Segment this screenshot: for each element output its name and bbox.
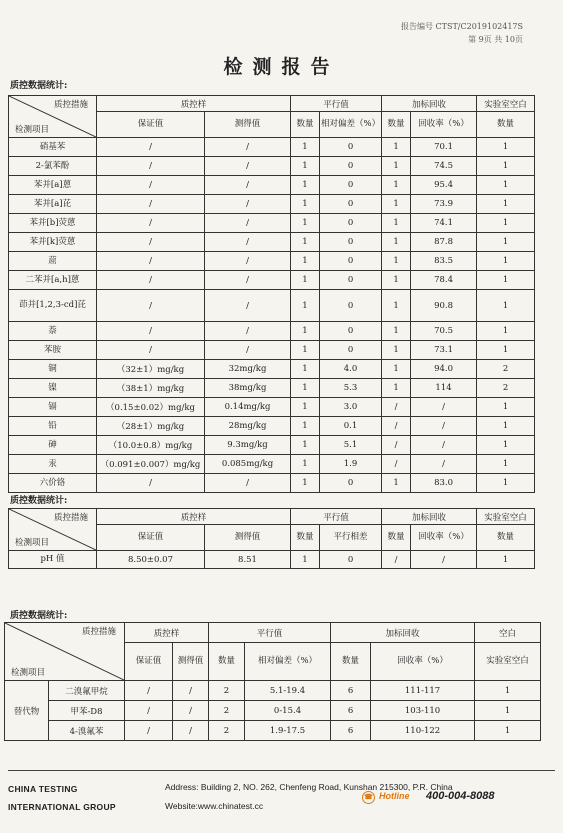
value-cell: / bbox=[97, 271, 205, 290]
value-cell: 1 bbox=[291, 474, 320, 493]
value-cell: / bbox=[411, 551, 477, 569]
table-row bbox=[9, 290, 535, 322]
value-cell: / bbox=[205, 138, 291, 157]
table-row bbox=[9, 341, 535, 360]
value-cell: 1 bbox=[291, 551, 320, 569]
value-cell: / bbox=[382, 417, 411, 436]
column-header: 保证值 bbox=[97, 525, 205, 551]
value-cell: / bbox=[205, 252, 291, 271]
value-cell: 1.9 bbox=[320, 455, 382, 474]
group-label-cell: 替代物 bbox=[5, 681, 49, 741]
value-cell: 4.0 bbox=[320, 360, 382, 379]
item-name-cell: pH 值 bbox=[9, 551, 97, 569]
table-row bbox=[9, 233, 535, 252]
value-cell: 110-122 bbox=[371, 721, 475, 741]
value-cell: 1 bbox=[477, 233, 535, 252]
value-cell: / bbox=[97, 195, 205, 214]
table-row bbox=[9, 398, 535, 417]
value-cell: 1 bbox=[291, 455, 320, 474]
table-row bbox=[9, 322, 535, 341]
column-header: 数量 bbox=[382, 112, 411, 138]
value-cell: / bbox=[205, 157, 291, 176]
value-cell: 0.085mg/kg bbox=[205, 455, 291, 474]
address-text: Address: Building 2, NO. 262, Chenfeng Road, Kunshan 215300, P.R. China bbox=[165, 782, 453, 792]
value-cell: 1 bbox=[291, 195, 320, 214]
value-cell: 2 bbox=[209, 681, 245, 701]
value-cell: / bbox=[97, 138, 205, 157]
diag-header-top: 质控措施 bbox=[53, 513, 88, 523]
value-cell: 1 bbox=[382, 474, 411, 493]
column-header: 相对偏差（%） bbox=[245, 643, 331, 681]
item-name-cell: 二溴氟甲烷 bbox=[49, 681, 125, 701]
section-title-3: 质控数据统计: bbox=[10, 611, 68, 621]
item-name-cell: 砷 bbox=[9, 436, 97, 455]
table-row bbox=[9, 379, 535, 398]
value-cell: 73.1 bbox=[411, 341, 477, 360]
item-name-cell: 铜 bbox=[9, 360, 97, 379]
column-header: 保证值 bbox=[125, 643, 173, 681]
column-header: 数量 bbox=[382, 525, 411, 551]
value-cell: 1 bbox=[382, 341, 411, 360]
value-cell: 1 bbox=[382, 157, 411, 176]
value-cell: / bbox=[97, 233, 205, 252]
value-cell: / bbox=[97, 214, 205, 233]
item-name-cell: 硝基苯 bbox=[9, 138, 97, 157]
value-cell: 70.1 bbox=[411, 138, 477, 157]
value-cell: / bbox=[411, 455, 477, 474]
value-cell: 1 bbox=[382, 360, 411, 379]
item-name-cell: 汞 bbox=[9, 455, 97, 474]
value-cell: / bbox=[205, 322, 291, 341]
item-name-cell: 苯并[k]荧蒽 bbox=[9, 233, 97, 252]
value-cell: / bbox=[125, 681, 173, 701]
value-cell: / bbox=[205, 233, 291, 252]
value-cell: （10.0±0.8）mg/kg bbox=[97, 436, 205, 455]
table-row bbox=[9, 252, 535, 271]
value-cell: 0.1 bbox=[320, 417, 382, 436]
table-row bbox=[9, 455, 535, 474]
item-name-cell: 镉 bbox=[9, 398, 97, 417]
value-cell: 0 bbox=[320, 290, 382, 322]
column-header: 测得值 bbox=[173, 643, 209, 681]
value-cell: 103-110 bbox=[371, 701, 475, 721]
value-cell: / bbox=[125, 701, 173, 721]
header-row-groups bbox=[5, 623, 541, 643]
value-cell: 87.8 bbox=[411, 233, 477, 252]
value-cell: 1 bbox=[382, 322, 411, 341]
section-title-1: 质控数据统计: bbox=[10, 81, 68, 91]
value-cell: 0 bbox=[320, 195, 382, 214]
value-cell: 1 bbox=[382, 176, 411, 195]
column-header: 数量 bbox=[291, 525, 320, 551]
value-cell: 0.14mg/kg bbox=[205, 398, 291, 417]
value-cell: 1 bbox=[291, 379, 320, 398]
value-cell: 0 bbox=[320, 233, 382, 252]
table-row bbox=[9, 474, 535, 493]
item-name-cell: 䓛 bbox=[9, 252, 97, 271]
value-cell: 1 bbox=[382, 290, 411, 322]
value-cell: 1 bbox=[382, 214, 411, 233]
table-row bbox=[9, 195, 535, 214]
diag-header-bottom: 检测项目 bbox=[11, 668, 46, 678]
table-row bbox=[5, 721, 541, 741]
hotline-label: Hotline bbox=[379, 791, 410, 801]
value-cell: 1 bbox=[291, 138, 320, 157]
item-name-cell: 2-氯苯酚 bbox=[9, 157, 97, 176]
value-cell: 1 bbox=[291, 360, 320, 379]
company-logo bbox=[8, 780, 116, 816]
value-cell: 5.1 bbox=[320, 436, 382, 455]
value-cell: 0 bbox=[320, 157, 382, 176]
section-title-2: 质控数据统计: bbox=[10, 496, 68, 506]
value-cell: 2 bbox=[477, 379, 535, 398]
page-number: 第 9页 共 10页 bbox=[468, 35, 523, 44]
item-name-cell: 苯并[a]蒽 bbox=[9, 176, 97, 195]
value-cell: / bbox=[173, 721, 209, 741]
column-header: 测得值 bbox=[205, 525, 291, 551]
diagonal-header-cell bbox=[9, 96, 97, 138]
value-cell: 1 bbox=[477, 157, 535, 176]
value-cell: 8.50±0.07 bbox=[97, 551, 205, 569]
group-header: 空白 bbox=[475, 623, 541, 643]
value-cell: 9.3mg/kg bbox=[205, 436, 291, 455]
value-cell: 74.5 bbox=[411, 157, 477, 176]
item-name-cell: 六价铬 bbox=[9, 474, 97, 493]
value-cell: 1 bbox=[382, 233, 411, 252]
table-row bbox=[9, 176, 535, 195]
value-cell: 0 bbox=[320, 341, 382, 360]
value-cell: / bbox=[382, 551, 411, 569]
value-cell: 1 bbox=[291, 322, 320, 341]
value-cell: 1 bbox=[291, 398, 320, 417]
value-cell: 1 bbox=[477, 322, 535, 341]
value-cell: 1 bbox=[382, 271, 411, 290]
diag-header-bottom: 检测项目 bbox=[15, 538, 50, 548]
value-cell: 1 bbox=[291, 157, 320, 176]
value-cell: 1 bbox=[382, 138, 411, 157]
value-cell: 1 bbox=[291, 252, 320, 271]
value-cell: 1 bbox=[477, 436, 535, 455]
value-cell: / bbox=[97, 252, 205, 271]
value-cell: 95.4 bbox=[411, 176, 477, 195]
footer-divider bbox=[8, 770, 555, 771]
group-header: 实验室空白 bbox=[477, 509, 535, 525]
value-cell: 0 bbox=[320, 322, 382, 341]
value-cell: 6 bbox=[331, 681, 371, 701]
value-cell: 1.9-17.5 bbox=[245, 721, 331, 741]
logo-line-1: CHINA TESTING bbox=[8, 784, 78, 794]
header-row-groups bbox=[9, 96, 535, 112]
column-header: 回收率（%） bbox=[411, 525, 477, 551]
value-cell: / bbox=[382, 436, 411, 455]
value-cell: （38±1）mg/kg bbox=[97, 379, 205, 398]
value-cell: （28±1）mg/kg bbox=[97, 417, 205, 436]
value-cell: 1 bbox=[382, 379, 411, 398]
value-cell: 73.9 bbox=[411, 195, 477, 214]
value-cell: 32mg/kg bbox=[205, 360, 291, 379]
group-header: 质控样 bbox=[97, 96, 291, 112]
hotline-block bbox=[362, 788, 552, 808]
item-name-cell: 茚并[1,2,3-cd]芘 bbox=[9, 290, 97, 322]
column-header: 实验室空白 bbox=[475, 643, 541, 681]
table-row bbox=[9, 157, 535, 176]
value-cell: 2 bbox=[209, 721, 245, 741]
value-cell: 1 bbox=[291, 233, 320, 252]
value-cell: 5.3 bbox=[320, 379, 382, 398]
value-cell: 3.0 bbox=[320, 398, 382, 417]
value-cell: 1 bbox=[477, 455, 535, 474]
value-cell: / bbox=[97, 474, 205, 493]
value-cell: / bbox=[97, 341, 205, 360]
item-name-cell: 铅 bbox=[9, 417, 97, 436]
diag-header-top: 质控措施 bbox=[81, 627, 116, 637]
column-header: 相对偏差（%） bbox=[320, 112, 382, 138]
value-cell: （32±1）mg/kg bbox=[97, 360, 205, 379]
diag-header-bottom: 检测项目 bbox=[15, 125, 50, 135]
value-cell: 0 bbox=[320, 271, 382, 290]
value-cell: 1 bbox=[477, 417, 535, 436]
diag-header-top: 质控措施 bbox=[53, 100, 88, 110]
value-cell: 2 bbox=[477, 360, 535, 379]
value-cell: 1 bbox=[291, 176, 320, 195]
column-header: 数量 bbox=[477, 112, 535, 138]
table-row bbox=[9, 214, 535, 233]
table-row bbox=[9, 436, 535, 455]
value-cell: / bbox=[411, 417, 477, 436]
value-cell: 74.1 bbox=[411, 214, 477, 233]
value-cell: 1 bbox=[477, 474, 535, 493]
value-cell: / bbox=[173, 701, 209, 721]
value-cell: 1 bbox=[382, 252, 411, 271]
value-cell: / bbox=[205, 214, 291, 233]
table-row bbox=[9, 138, 535, 157]
value-cell: 0 bbox=[320, 138, 382, 157]
table-row bbox=[9, 271, 535, 290]
value-cell: / bbox=[97, 176, 205, 195]
value-cell: 1 bbox=[475, 701, 541, 721]
value-cell: 38mg/kg bbox=[205, 379, 291, 398]
value-cell: 111-117 bbox=[371, 681, 475, 701]
column-header: 回收率（%） bbox=[371, 643, 475, 681]
column-header: 数量 bbox=[291, 112, 320, 138]
value-cell: 28mg/kg bbox=[205, 417, 291, 436]
value-cell: / bbox=[205, 290, 291, 322]
value-cell: 1 bbox=[477, 341, 535, 360]
item-name-cell: 苯胺 bbox=[9, 341, 97, 360]
value-cell: / bbox=[205, 176, 291, 195]
value-cell: 1 bbox=[291, 271, 320, 290]
value-cell: / bbox=[97, 157, 205, 176]
item-name-cell: 萘 bbox=[9, 322, 97, 341]
table-row bbox=[5, 701, 541, 721]
report-number-block bbox=[401, 20, 523, 46]
value-cell: 94.0 bbox=[411, 360, 477, 379]
column-header: 平行相差 bbox=[320, 525, 382, 551]
value-cell: 1 bbox=[477, 252, 535, 271]
website-text: Website:www.chinatest.cc bbox=[165, 801, 264, 811]
value-cell: 6 bbox=[331, 721, 371, 741]
header-row-groups bbox=[9, 509, 535, 525]
value-cell: （0.091±0.007）mg/kg bbox=[97, 455, 205, 474]
group-header: 平行值 bbox=[209, 623, 331, 643]
table-row bbox=[9, 551, 535, 569]
group-header: 平行值 bbox=[291, 96, 382, 112]
value-cell: 8.51 bbox=[205, 551, 291, 569]
hotline-icon: ☎ bbox=[362, 791, 375, 804]
value-cell: 1 bbox=[475, 721, 541, 741]
value-cell: 1 bbox=[291, 417, 320, 436]
qc-table-3 bbox=[4, 622, 541, 741]
report-number: 报告编号 CTST/C2019102417S bbox=[400, 22, 523, 31]
value-cell: / bbox=[173, 681, 209, 701]
value-cell: 1 bbox=[475, 681, 541, 701]
value-cell: / bbox=[97, 322, 205, 341]
qc-table-2 bbox=[8, 508, 535, 569]
group-header: 加标回收 bbox=[382, 96, 477, 112]
group-header: 加标回收 bbox=[382, 509, 477, 525]
value-cell: 1 bbox=[382, 195, 411, 214]
value-cell: 0 bbox=[320, 551, 382, 569]
table-row bbox=[9, 417, 535, 436]
table-row bbox=[9, 360, 535, 379]
value-cell: （0.15±0.02）mg/kg bbox=[97, 398, 205, 417]
item-name-cell: 镍 bbox=[9, 379, 97, 398]
value-cell: / bbox=[411, 398, 477, 417]
value-cell: 6 bbox=[331, 701, 371, 721]
footer bbox=[0, 770, 563, 833]
value-cell: 0-15.4 bbox=[245, 701, 331, 721]
value-cell: 1 bbox=[477, 214, 535, 233]
value-cell: 1 bbox=[477, 290, 535, 322]
value-cell: / bbox=[205, 474, 291, 493]
value-cell: / bbox=[205, 195, 291, 214]
value-cell: 5.1-19.4 bbox=[245, 681, 331, 701]
item-name-cell: 甲苯-D8 bbox=[49, 701, 125, 721]
value-cell: 1 bbox=[477, 551, 535, 569]
value-cell: / bbox=[205, 341, 291, 360]
page-title: 检测报告 bbox=[223, 56, 340, 78]
diagonal-header-cell bbox=[5, 623, 125, 681]
value-cell: 1 bbox=[291, 290, 320, 322]
value-cell: / bbox=[97, 290, 205, 322]
qc-table-1 bbox=[8, 95, 535, 493]
value-cell: / bbox=[382, 455, 411, 474]
value-cell: 1 bbox=[477, 195, 535, 214]
item-name-cell: 4-溴氟苯 bbox=[49, 721, 125, 741]
column-header: 测得值 bbox=[205, 112, 291, 138]
group-header: 质控样 bbox=[125, 623, 209, 643]
value-cell: / bbox=[125, 721, 173, 741]
value-cell: 70.5 bbox=[411, 322, 477, 341]
value-cell: 114 bbox=[411, 379, 477, 398]
value-cell: 1 bbox=[477, 176, 535, 195]
group-header: 实验室空白 bbox=[477, 96, 535, 112]
hotline-number: 400-004-8088 bbox=[426, 790, 495, 802]
column-header: 回收率（%） bbox=[411, 112, 477, 138]
item-name-cell: 苯并[b]荧蒽 bbox=[9, 214, 97, 233]
value-cell: 1 bbox=[291, 214, 320, 233]
value-cell: 2 bbox=[209, 701, 245, 721]
value-cell: 1 bbox=[477, 138, 535, 157]
group-header: 平行值 bbox=[291, 509, 382, 525]
value-cell: 1 bbox=[291, 436, 320, 455]
value-cell: / bbox=[382, 398, 411, 417]
value-cell: 83.5 bbox=[411, 252, 477, 271]
group-header: 加标回收 bbox=[331, 623, 475, 643]
value-cell: 0 bbox=[320, 214, 382, 233]
value-cell: 90.8 bbox=[411, 290, 477, 322]
value-cell: 78.4 bbox=[411, 271, 477, 290]
item-name-cell: 苯并[a]芘 bbox=[9, 195, 97, 214]
value-cell: 1 bbox=[477, 271, 535, 290]
value-cell: 83.0 bbox=[411, 474, 477, 493]
group-header: 质控样 bbox=[97, 509, 291, 525]
column-header: 数量 bbox=[331, 643, 371, 681]
value-cell: 1 bbox=[477, 398, 535, 417]
value-cell: 0 bbox=[320, 176, 382, 195]
column-header: 数量 bbox=[477, 525, 535, 551]
value-cell: / bbox=[411, 436, 477, 455]
logo-line-2: INTERNATIONAL GROUP bbox=[8, 802, 116, 812]
column-header: 数量 bbox=[209, 643, 245, 681]
item-name-cell: 二苯并[a,h]蒽 bbox=[9, 271, 97, 290]
value-cell: 0 bbox=[320, 474, 382, 493]
value-cell: 0 bbox=[320, 252, 382, 271]
value-cell: 1 bbox=[291, 341, 320, 360]
column-header: 保证值 bbox=[97, 112, 205, 138]
table-row bbox=[5, 681, 541, 701]
value-cell: / bbox=[205, 271, 291, 290]
diagonal-header-cell bbox=[9, 509, 97, 551]
